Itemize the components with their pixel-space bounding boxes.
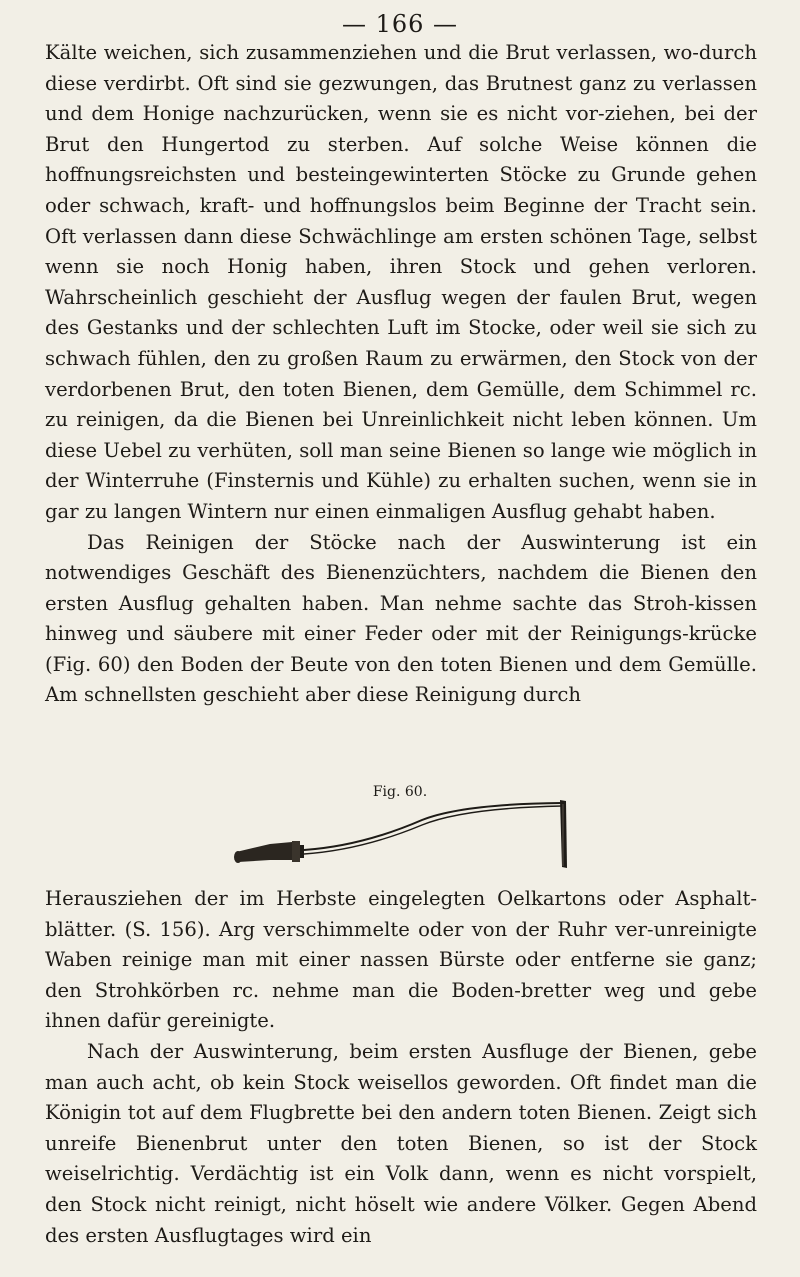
handle-end-shape (234, 851, 242, 863)
page-number: — 166 — (341, 10, 459, 38)
shaft-bottom-line (304, 806, 562, 854)
text-block-top (45, 38, 757, 711)
text-block-bottom (45, 884, 757, 1251)
handle-grip-shape (236, 842, 294, 862)
shaft-top-line (304, 803, 562, 850)
paragraph: Kälte weichen, sich zusammenziehen und die Brut verlassen, wo-durch diese verdirbt. Oft sind sie gezwungen, das Brutnest ganz zu verlassen und dem Honige nachzurücken, wenn sie es nicht vor-ziehen, bei der Brut den Hungertod zu sterben. Auf solche Weise können die hoffnungsreichsten und besteingewinterten Stöcke zu Grunde gehen oder schwach, kraft- und hoffnungslos beim Beginne der Tracht sein. Oft verlassen dann diese Schwächlinge am ersten schönen Tage, selbst wenn sie noch Honig haben, ihren Stock und gehen verloren. Wahrscheinlich geschieht der Ausflug wegen der faulen Brut, wegen des Gestanks und der schlechten Luft im Stocke, oder weil sie sich zu schwach fühlen, den zu großen Raum zu erwärmen, den Stock von der verdorbenen Brut, den toten Bienen, dem Gemülle, dem Schimmel rc. zu reinigen, da die Bienen bei Unreinlichkeit nicht leben können. Um diese Uebel zu verhüten, soll man seine Bienen so lange wie möglich in der Winterruhe (Finsternis und Kühle) zu erhalten suchen, wenn sie in gar zu langen Wintern nur einen einmaligen Ausflug gehabt haben. (45, 41, 757, 523)
figure-caption: Fig. 60. (372, 784, 428, 800)
paragraph: Das Reinigen der Stöcke nach der Auswinterung ist ein notwendiges Geschäft des Bienenzüchters, nachdem die Bienen den ersten Ausflug gehalten haben. Man nehme sachte das Stroh-kissen hinweg und säubere mit einer Feder oder mit der Reinigungs-krücke (Fig. 60) den Boden der Beute von den toten Bienen und dem Gemülle. Am schnellsten geschieht aber diese Reinigung durch (45, 530, 757, 707)
paragraph: Herausziehen der im Herbste eingelegten Oelkartons oder Asphalt-blätter. (S. 156). Arg verschimmelte oder von der Ruhr ver-unreinigte Waben reinige man mit einer nassen Bürste oder entferne sie ganz; den Strohkörben rc. nehme man die Boden-bretter weg und gebe ihnen dafür gereinigte. (45, 887, 757, 1033)
ferrule-shape (292, 841, 300, 862)
ferrule-ring-shape (300, 845, 304, 858)
reinigungskruecke-illustration (232, 800, 572, 870)
paragraph: Nach der Auswinterung, beim ersten Ausfluge der Bienen, gebe man auch acht, ob kein Stock weisellos geworden. Oft findet man die Königin tot auf dem Flugbrette bei den andern toten Bienen. Zeigt sich unreife Bienenbrut unter den toten Bienen, so ist der Stock weiselrichtig. Verdächtig ist ein Volk dann, wenn es nicht vorspielt, den Stock nicht reinigt, nicht höselt wie andere Völker. Gegen Abend des ersten Ausflugtages wird ein (45, 1039, 757, 1247)
